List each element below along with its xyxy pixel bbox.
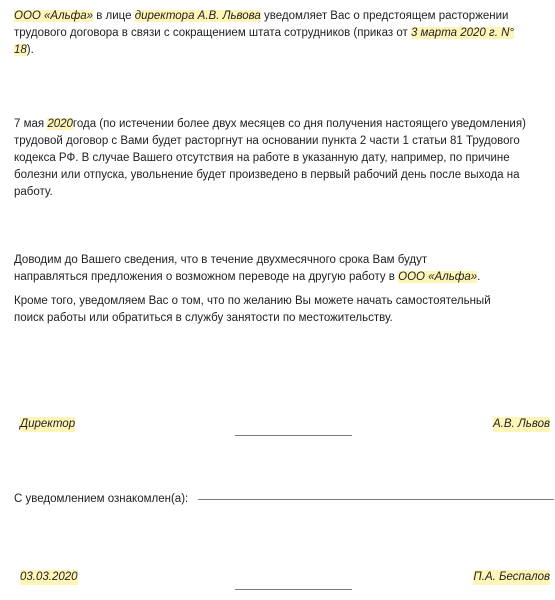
company-name-2: ООО «Альфа»: [398, 271, 478, 283]
signature-line: [235, 435, 352, 436]
acknowledgement-line: [198, 499, 554, 500]
order-reference: 3 марта 2020 г. N° 18: [14, 27, 514, 56]
paragraph-transfer: Доводим до Вашего сведения, что в течение двухмесячного срока Вам будут направляться предложения о возможном переводе на другую работу в ООО «Альфа».: [14, 254, 481, 283]
employee-name: П.А. Беспалов: [473, 571, 550, 583]
company-name: ООО «Альфа»: [14, 10, 94, 22]
director-name: директора А.В. Львова: [134, 10, 261, 22]
paragraph-termination: 7 мая 2020года (по истечении более двух месяцев со дня получения настоящего уведомления) трудовой договор с Вами будет расторгнут на основании пункта 2 части 1 статьи 81 Трудового кодекса РФ. В случае Вашего отсутствия на работе в указанную дату, например, по причине болезни или отпуска, увольнение будет произведено в первый рабочий день после выхода на работу.: [14, 118, 526, 198]
acknowledgement-signature-line: [235, 589, 352, 590]
paragraph-notice: ООО «Альфа» в лице директора А.В. Львова уведомляет Вас о предстоящем расторжении трудового договора в связи с сокращением штата сотрудников (приказ от 3 марта 2020 г. N° 18).: [14, 10, 514, 56]
signature-name: А.В. Львов: [492, 418, 550, 430]
termination-year: 2020: [47, 118, 73, 130]
acknowledgement-date: 03.03.2020: [20, 571, 78, 583]
acknowledgement-label: С уведомлением ознакомлен(а):: [14, 493, 189, 505]
signature-position: Директор: [20, 418, 76, 430]
paragraph-job-search: Кроме того, уведомляем Вас о том, что по желанию Вы можете начать самостоятельный поиск работы или обратиться в службу занятости по местожительству.: [14, 295, 491, 324]
